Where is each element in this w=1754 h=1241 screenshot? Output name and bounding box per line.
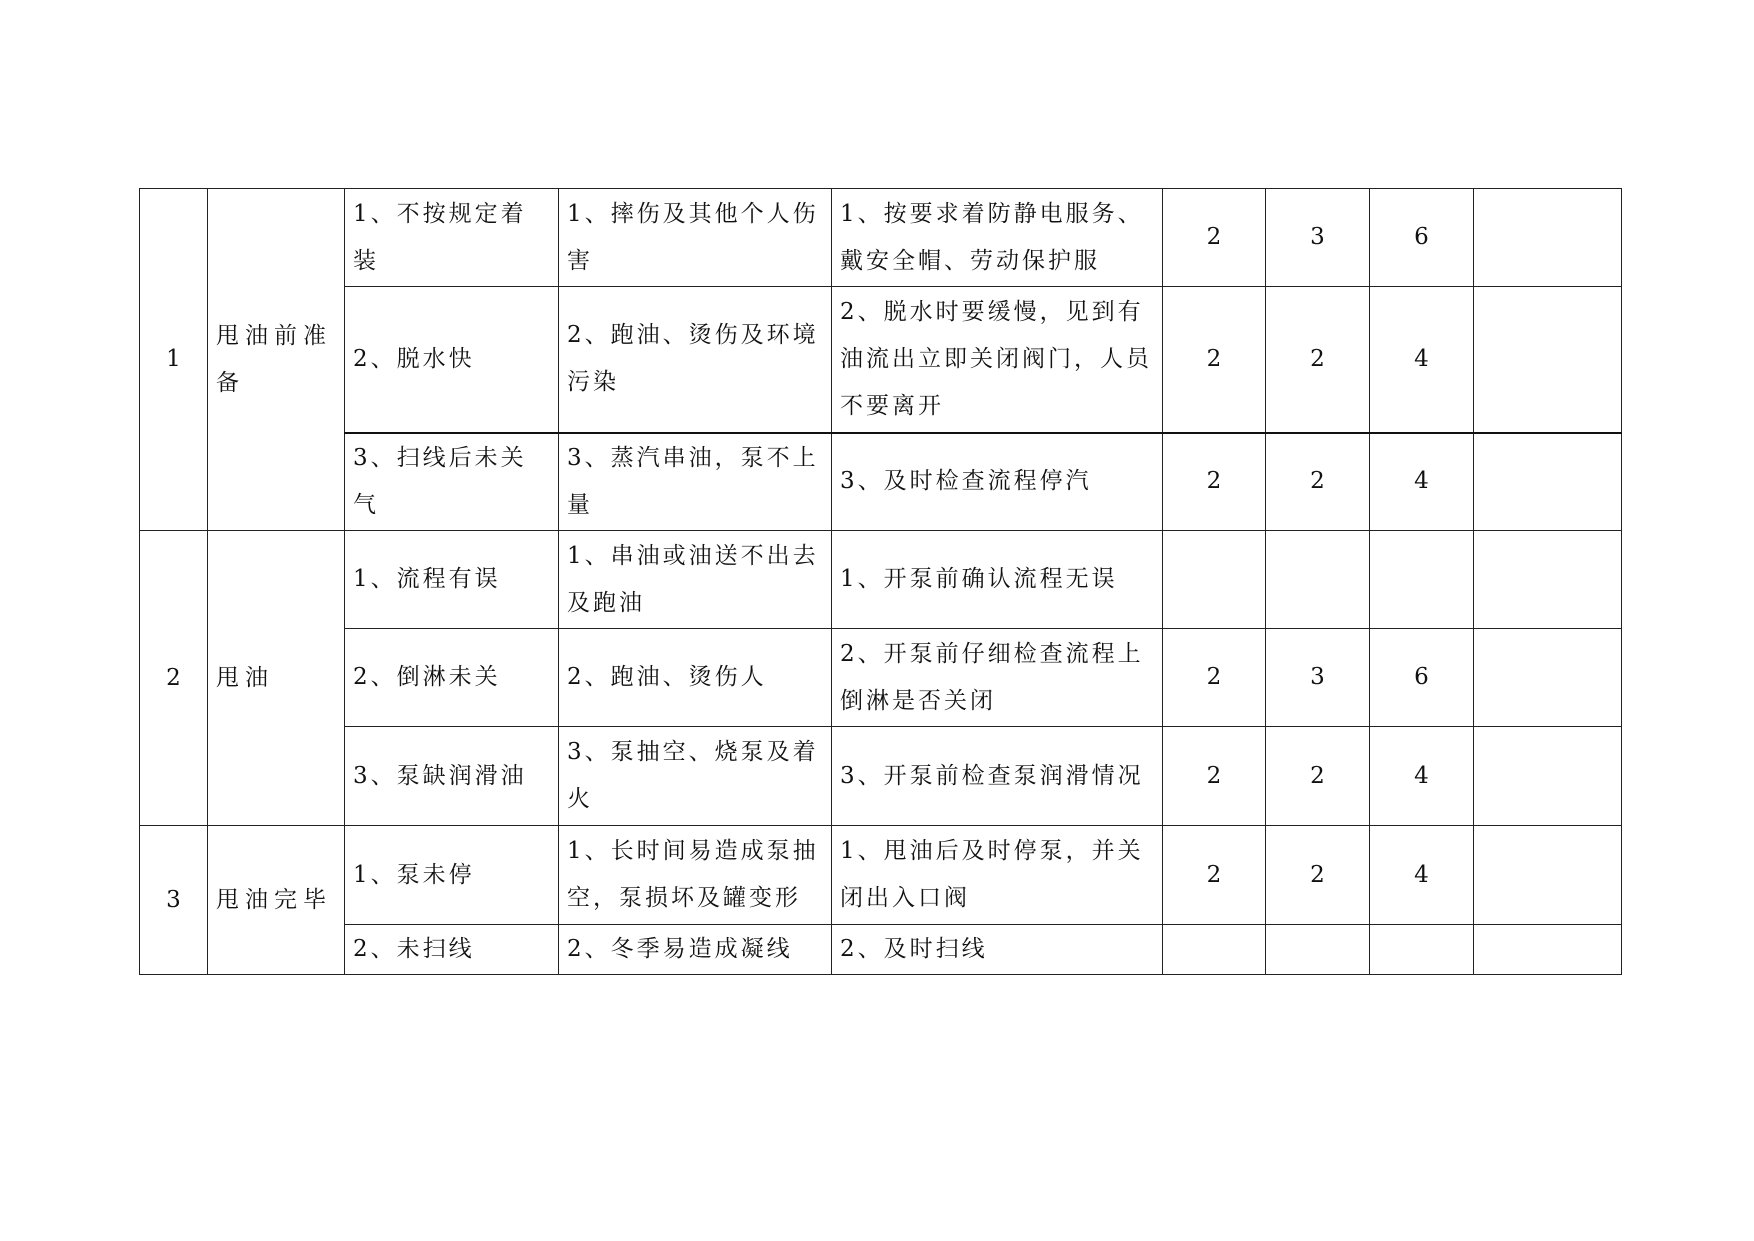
risk-assessment-table <box>139 188 1622 975</box>
hazard-cell: 3、扫线后未关气 <box>345 433 559 531</box>
measure-cell: 1、按要求着防静电服务、戴安全帽、劳动保护服 <box>832 189 1163 287</box>
severity-cell <box>1266 531 1370 629</box>
table-row <box>140 925 1622 975</box>
consequence-cell: 3、泵抽空、烧泵及着火 <box>559 727 832 826</box>
hazard-cell: 1、流程有误 <box>345 531 559 629</box>
risk-cell <box>1370 925 1474 975</box>
likelihood-cell: 2 <box>1163 727 1266 826</box>
risk-cell <box>1370 531 1474 629</box>
consequence-cell: 2、跑油、烫伤及环境污染 <box>559 287 832 433</box>
consequence-cell: 1、串油或油送不出去及跑油 <box>559 531 832 629</box>
measure-cell: 3、开泵前检查泵润滑情况 <box>832 727 1163 826</box>
severity-cell: 2 <box>1266 727 1370 826</box>
hazard-cell: 1、不按规定着装 <box>345 189 559 287</box>
hazard-cell: 2、脱水快 <box>345 287 559 433</box>
risk-cell: 4 <box>1370 727 1474 826</box>
severity-cell: 3 <box>1266 189 1370 287</box>
likelihood-cell: 2 <box>1163 826 1266 925</box>
remark-cell <box>1474 287 1622 433</box>
table-row <box>140 826 1622 925</box>
remark-cell <box>1474 433 1622 531</box>
consequence-cell: 2、跑油、烫伤人 <box>559 629 832 727</box>
severity-cell: 3 <box>1266 629 1370 727</box>
likelihood-cell: 2 <box>1163 287 1266 433</box>
risk-cell: 6 <box>1370 629 1474 727</box>
likelihood-cell <box>1163 925 1266 975</box>
remark-cell <box>1474 189 1622 287</box>
remark-cell <box>1474 531 1622 629</box>
measure-cell: 2、开泵前仔细检查流程上倒淋是否关闭 <box>832 629 1163 727</box>
measure-cell: 2、及时扫线 <box>832 925 1163 975</box>
remark-cell <box>1474 925 1622 975</box>
hazard-cell: 3、泵缺润滑油 <box>345 727 559 826</box>
risk-cell: 4 <box>1370 826 1474 925</box>
likelihood-cell <box>1163 531 1266 629</box>
remark-cell <box>1474 826 1622 925</box>
risk-cell: 4 <box>1370 433 1474 531</box>
measure-cell: 2、脱水时要缓慢，见到有油流出立即关闭阀门，人员不要离开 <box>832 287 1163 433</box>
work-stage: 甩油前准备 <box>208 189 345 531</box>
consequence-cell: 1、摔伤及其他个人伤害 <box>559 189 832 287</box>
item-number: 2 <box>140 531 208 826</box>
table-row <box>140 531 1622 629</box>
hazard-cell: 2、未扫线 <box>345 925 559 975</box>
severity-cell: 2 <box>1266 826 1370 925</box>
hazard-cell: 2、倒淋未关 <box>345 629 559 727</box>
table-row <box>140 629 1622 727</box>
item-number: 1 <box>140 189 208 531</box>
table-row <box>140 433 1622 531</box>
table-row <box>140 287 1622 433</box>
table-row <box>140 189 1622 287</box>
remark-cell <box>1474 727 1622 826</box>
work-stage: 甩油完毕 <box>208 826 345 975</box>
severity-cell: 2 <box>1266 287 1370 433</box>
risk-cell: 6 <box>1370 189 1474 287</box>
consequence-cell: 2、冬季易造成凝线 <box>559 925 832 975</box>
measure-cell: 1、开泵前确认流程无误 <box>832 531 1163 629</box>
likelihood-cell: 2 <box>1163 629 1266 727</box>
severity-cell: 2 <box>1266 433 1370 531</box>
work-stage: 甩油 <box>208 531 345 826</box>
likelihood-cell: 2 <box>1163 189 1266 287</box>
consequence-cell: 1、长时间易造成泵抽空，泵损坏及罐变形 <box>559 826 832 925</box>
likelihood-cell: 2 <box>1163 433 1266 531</box>
measure-cell: 3、及时检查流程停汽 <box>832 433 1163 531</box>
risk-cell: 4 <box>1370 287 1474 433</box>
consequence-cell: 3、蒸汽串油，泵不上量 <box>559 433 832 531</box>
table-row <box>140 727 1622 826</box>
severity-cell <box>1266 925 1370 975</box>
item-number: 3 <box>140 826 208 975</box>
remark-cell <box>1474 629 1622 727</box>
measure-cell: 1、甩油后及时停泵，并关闭出入口阀 <box>832 826 1163 925</box>
hazard-cell: 1、泵未停 <box>345 826 559 925</box>
